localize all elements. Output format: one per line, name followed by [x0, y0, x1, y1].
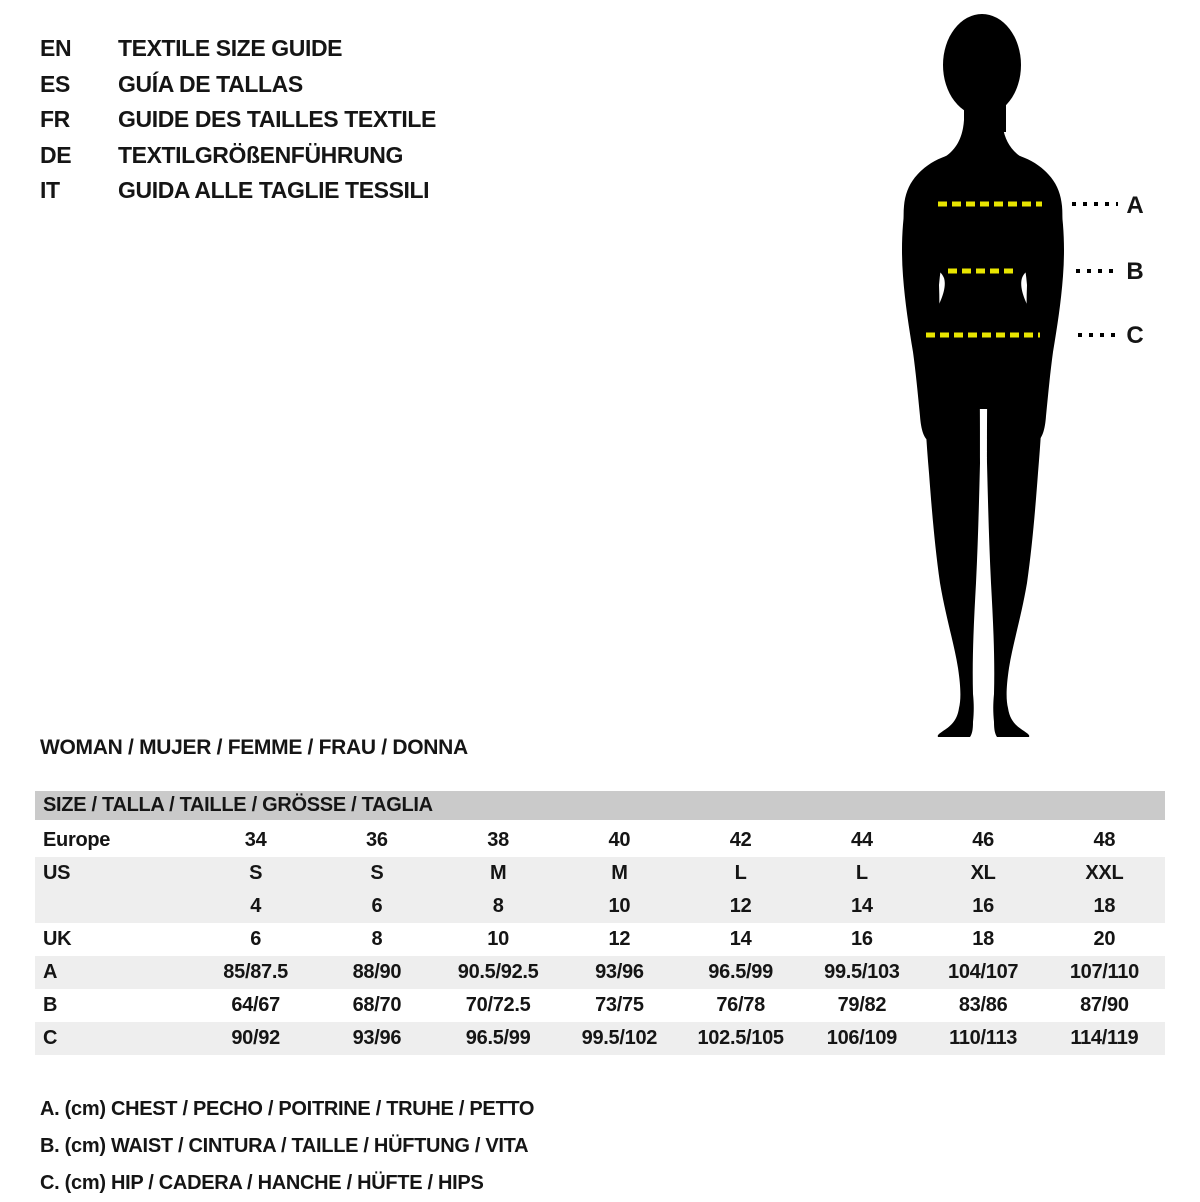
size-cell: 14	[851, 895, 873, 917]
size-cell: 36	[366, 829, 388, 851]
marker-label-c: C	[1126, 322, 1144, 349]
language-row	[40, 67, 436, 103]
size-cell: 40	[608, 829, 631, 851]
size-cell: L	[855, 862, 868, 884]
legend-line: C. (cm) HIP / CADERA / HANCHE / HÜFTE / HIPS	[40, 1172, 484, 1194]
size-cell: 83/86	[958, 994, 1008, 1016]
size-cell: S	[370, 862, 384, 884]
size-cell: 90.5/92.5	[457, 961, 539, 983]
size-cell: 85/87.5	[223, 961, 288, 983]
size-cell: 46	[972, 829, 994, 851]
size-cell: 12	[729, 895, 752, 917]
size-cell: 42	[729, 829, 752, 851]
table-row	[35, 1022, 1165, 1055]
size-cell: 16	[851, 928, 873, 950]
language-code: FR	[40, 106, 70, 133]
size-cell: 73/75	[595, 994, 644, 1016]
language-title: TEXTILGRÖßENFÜHRUNG	[118, 141, 403, 168]
gender-heading: WOMAN / MUJER / FEMME / FRAU / DONNA	[40, 736, 468, 759]
language-code: DE	[40, 141, 72, 168]
silhouette-left-leg	[923, 363, 980, 737]
size-cell: 79/82	[837, 994, 887, 1016]
row-label: C	[43, 1027, 58, 1049]
size-cell: 48	[1093, 829, 1116, 851]
size-table	[35, 791, 1165, 1055]
marker-label-a: A	[1126, 192, 1144, 219]
measurement-legend	[40, 1091, 534, 1202]
size-cell: M	[611, 862, 628, 884]
legend-line: B. (cm) WAIST / CINTURA / TAILLE / HÜFTUNG / VITA	[40, 1135, 529, 1157]
silhouette-right-leg	[987, 363, 1044, 737]
size-cell: 10	[608, 895, 631, 917]
size-cell: 70/72.5	[465, 994, 531, 1016]
size-cell: 8	[371, 928, 383, 950]
size-cell: 96.5/99	[708, 961, 773, 983]
size-cell: 18	[972, 928, 994, 950]
language-row	[40, 102, 436, 138]
language-title: TEXTILE SIZE GUIDE	[118, 35, 343, 62]
language-title: GUÍA DE TALLAS	[118, 70, 303, 97]
size-cell: 102.5/105	[697, 1027, 784, 1049]
marker-label-b: B	[1126, 258, 1144, 285]
size-cell: 10	[487, 928, 509, 950]
language-row	[40, 31, 436, 67]
size-cell: 110/113	[949, 1027, 1018, 1049]
language-title-list	[40, 31, 436, 209]
size-cell: 34	[244, 829, 267, 851]
table-row	[35, 956, 1165, 989]
row-label: Europe	[43, 829, 111, 851]
language-row	[40, 138, 436, 174]
size-cell: 99.5/103	[824, 961, 900, 983]
language-row	[40, 173, 436, 209]
size-cell: 104/107	[948, 961, 1019, 983]
size-cell: 18	[1093, 895, 1116, 917]
silhouette-svg	[860, 8, 1180, 748]
row-label: A	[43, 961, 58, 983]
size-cell: 99.5/102	[581, 1027, 658, 1049]
table-row	[35, 824, 1165, 857]
size-cell: XL	[970, 862, 996, 884]
size-cell: 12	[608, 928, 631, 950]
legend-line: A. (cm) CHEST / PECHO / POITRINE / TRUHE / PETTO	[40, 1098, 535, 1120]
size-cell: 88/90	[352, 961, 402, 983]
size-cell: 114/119	[1070, 1027, 1139, 1049]
size-cell: M	[489, 862, 507, 884]
size-cell: 90/92	[231, 1027, 280, 1049]
size-cell: 64/67	[231, 994, 280, 1016]
size-cell: 8	[492, 895, 504, 917]
size-cell: XXL	[1085, 862, 1124, 884]
row-label: US	[43, 862, 71, 884]
size-cell: 4	[250, 895, 262, 917]
table-row	[35, 989, 1165, 1022]
size-cell: 107/110	[1069, 961, 1139, 983]
table-row	[35, 890, 1165, 923]
size-cell: 44	[851, 829, 873, 851]
size-cell: 6	[250, 928, 262, 950]
size-cell: 106/109	[826, 1027, 897, 1049]
size-cell: L	[734, 862, 747, 884]
language-code: EN	[40, 35, 72, 62]
size-table-body	[35, 824, 1165, 1055]
woman-silhouette-figure	[860, 8, 1180, 748]
language-title: GUIDE DES TAILLES TEXTILE	[118, 106, 436, 133]
table-row	[35, 923, 1165, 956]
language-code: ES	[40, 70, 70, 97]
size-cell: 6	[371, 895, 383, 917]
woman-silhouette	[902, 14, 1064, 737]
row-label: B	[43, 994, 58, 1016]
language-title: GUIDA ALLE TAGLIE TESSILI	[118, 177, 430, 204]
size-cell: S	[249, 862, 263, 884]
size-cell: 14	[729, 928, 752, 950]
size-cell: 87/90	[1080, 994, 1129, 1016]
size-cell: 93/96	[595, 961, 644, 983]
table-row	[35, 857, 1165, 890]
size-cell: 68/70	[352, 994, 402, 1016]
row-label: UK	[43, 928, 72, 950]
size-table-header: SIZE / TALLA / TAILLE / GRÖSSE / TAGLIA	[35, 791, 1165, 820]
size-cell: 20	[1093, 928, 1116, 950]
size-cell: 76/78	[716, 994, 765, 1016]
size-cell: 38	[487, 829, 509, 851]
size-cell: 93/96	[352, 1027, 402, 1049]
size-cell: 96.5/99	[465, 1027, 531, 1049]
language-code: IT	[40, 177, 60, 204]
size-cell: 16	[972, 895, 994, 917]
